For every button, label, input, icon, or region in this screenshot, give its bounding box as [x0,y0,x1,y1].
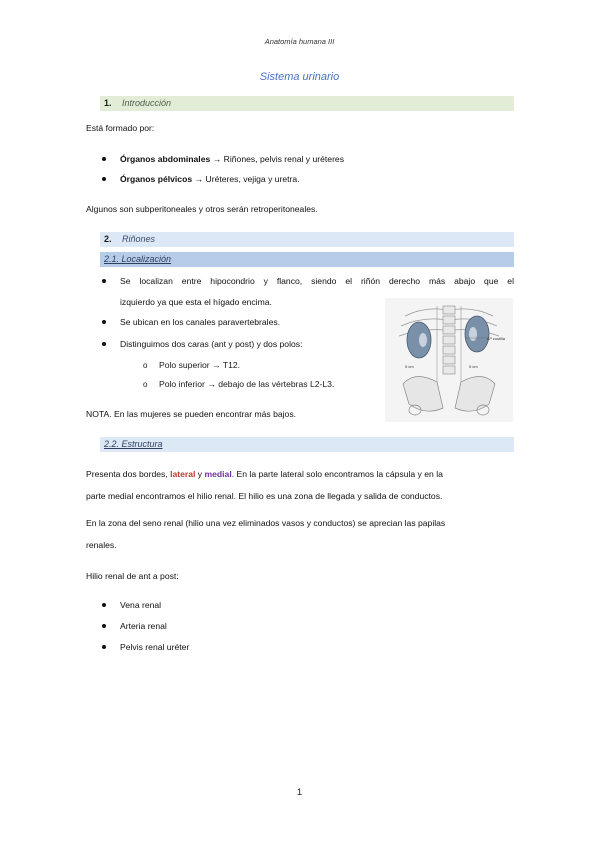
sub-bullet-text: Polo superior → T12. [159,360,241,370]
subsection-heading-localizacion [100,252,514,267]
bullet-text: Uréteres, vejiga y uretra. [205,174,300,184]
bold-term: Órganos abdominales [120,154,211,164]
section-title: Introducción [122,98,172,108]
bullet-icon [102,177,106,181]
bullet-text: Vena renal [120,600,162,610]
figure-label-rib: 11ª costilla [486,336,505,341]
text-span: Presenta dos bordes, [86,469,171,479]
paragraph-bordes-line1 [86,464,514,485]
bullet-icon [102,320,106,324]
arrow-icon: → [194,174,204,184]
sub-bullet-text: Polo inferior → debajo de las vértebras L2-L3. [159,379,335,389]
paragraph-hilio: Hilio renal de ant a post: [86,571,179,581]
subsection-heading-estructura [100,437,514,452]
kidney-anatomy-figure [385,298,513,422]
bullet-text: Riñones, pelvis renal y uréteres [223,154,345,164]
text-span: y [195,469,205,479]
bullet-icon [102,603,106,607]
paragraph-seno-line2: renales. [86,540,117,550]
document-title: Sistema urinario [259,71,340,83]
circle-bullet-icon: o [143,361,148,370]
section-heading-kidneys [100,232,514,247]
paragraph-bordes-line2: parte medial encontramos el hilio renal. El hilio es una zona de llegada y salida de conductos. [86,491,443,501]
arrow-icon: → [212,154,222,164]
figure-label-cm-left: 5 cm [405,364,414,369]
bold-term: Órganos pélvicos [120,174,193,184]
bullet-icon [102,645,106,649]
circle-bullet-icon: o [143,380,148,389]
bullet-icon [102,157,106,161]
paragraph-note: Algunos son subperitoneales y otros serán retroperitoneales. [86,204,318,214]
section-number: 2. [104,234,112,244]
term-medial: medial [204,469,232,479]
section-number: 1. [104,98,112,108]
page-number: 1 [296,787,303,798]
section-heading-intro [100,96,514,111]
figure-label-cm-right: 5 cm [469,364,478,369]
bullet-text: Distinguimos dos caras (ant y post) y dos polos: [120,339,303,349]
running-header: Anatomía humana III [264,37,335,46]
section-title: Riñones [122,234,156,244]
paragraph-note-women: NOTA. En las mujeres se pueden encontrar más bajos. [86,409,297,419]
bullet-text: izquierdo ya que esta el hígado encima. [120,297,272,307]
bullet-icon [102,279,106,283]
bullet-text: Se ubican en los canales paravertebrales. [120,317,281,327]
bullet-icon [102,624,106,628]
subsection-title: 2.2. Estructura [104,439,163,449]
bullet-icon [102,342,106,346]
bullet-text: Pelvis renal uréter [120,642,190,652]
text-span: . En la parte lateral solo encontramos la cápsula y en la [231,469,443,479]
bullet-text: Arteria renal [120,621,167,631]
paragraph-seno-line1: En la zona del seno renal (hilio una vez eliminados vasos y conductos) se aprecian las papilas [86,518,446,528]
term-lateral: lateral [170,469,196,479]
subsection-title: 2.1. Localización [104,254,172,264]
paragraph-formed-by: Está formado por: [86,123,155,133]
bullet-text: Se localizan entre hipocondrio y flanco, siendo el riñón derecho más abajo que el [120,276,514,286]
